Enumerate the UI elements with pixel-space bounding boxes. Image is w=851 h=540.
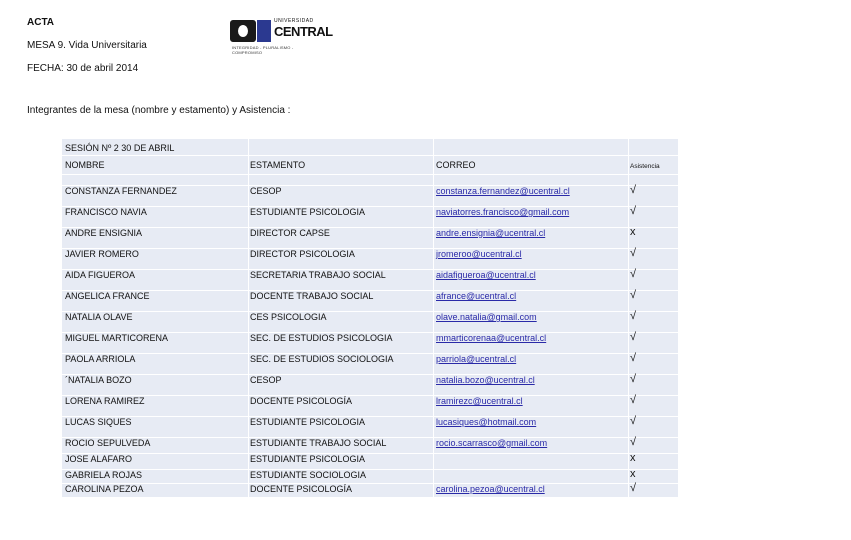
- nombre-cell: ANGELICA FRANCE: [65, 291, 150, 301]
- grid-line: [62, 453, 678, 454]
- header-nombre: NOMBRE: [65, 160, 105, 170]
- grid-line: [62, 311, 678, 312]
- attendance-table: [62, 139, 678, 497]
- email-link[interactable]: lramirezc@ucentral.cl: [436, 396, 523, 406]
- grid-line: [62, 483, 678, 484]
- email-link[interactable]: rocio.scarrasco@gmail.com: [436, 438, 548, 448]
- logo-motto: INTEGRIDAD - PLURALISMO - COMPROMISO: [232, 45, 294, 55]
- fecha-line: FECHA: 30 de abril 2014: [27, 63, 139, 74]
- grid-line: [433, 139, 434, 497]
- grid-line: [62, 206, 678, 207]
- mesa-line: MESA 9. Vida Universitaria: [27, 40, 147, 51]
- header-estamento: ESTAMENTO: [250, 160, 306, 170]
- estamento-cell: DOCENTE TRABAJO SOCIAL: [250, 291, 374, 301]
- grid-line: [62, 174, 678, 175]
- email-link[interactable]: lucasiques@hotmail.com: [436, 417, 537, 427]
- logo-square-icon: [257, 20, 271, 42]
- grid-line: [62, 374, 678, 375]
- asistencia-mark: √: [630, 184, 637, 196]
- email-link[interactable]: olave.natalia@gmail.com: [436, 312, 537, 322]
- grid-line: [628, 139, 629, 497]
- estamento-cell: CESOP: [250, 186, 282, 196]
- estamento-cell: DIRECTOR PSICOLOGIA: [250, 249, 355, 259]
- nombre-cell: FRANCISCO NAVIA: [65, 207, 147, 217]
- estamento-cell: ESTUDIANTE PSICOLOGIA: [250, 207, 366, 217]
- email-link[interactable]: constanza.fernandez@ucentral.cl: [436, 186, 570, 196]
- grid-line: [62, 248, 678, 249]
- asistencia-mark: √: [630, 205, 637, 217]
- asistencia-mark: √: [630, 247, 637, 259]
- logo-small-text: UNIVERSIDAD: [274, 18, 314, 24]
- nombre-cell: ANDRE ENSIGNIA: [65, 228, 143, 238]
- nombre-cell: PAOLA ARRIOLA: [65, 354, 136, 364]
- email-link[interactable]: jromeroo@ucentral.cl: [436, 249, 522, 259]
- estamento-cell: DOCENTE PSICOLOGÍA: [250, 396, 353, 406]
- header-asistencia: Asistencia: [630, 163, 660, 170]
- nombre-cell: ´NATALIA BOZO: [65, 375, 132, 385]
- email-link[interactable]: parriola@ucentral.cl: [436, 354, 517, 364]
- email-link[interactable]: naviatorres.francisco@gmail.com: [436, 207, 570, 217]
- nombre-cell: MIGUEL MARTICORENA: [65, 333, 169, 343]
- email-link[interactable]: andre.ensignia@ucentral.cl: [436, 228, 546, 238]
- nombre-cell: GABRIELA ROJAS: [65, 470, 143, 480]
- nombre-cell: ROCIO SEPULVEDA: [65, 438, 151, 448]
- estamento-cell: DIRECTOR CAPSE: [250, 228, 330, 238]
- estamento-cell: CESOP: [250, 375, 282, 385]
- estamento-cell: ESTUDIANTE PSICOLOGIA: [250, 454, 366, 464]
- grid-line: [62, 227, 678, 228]
- session-label: SESIÓN Nº 2 30 DE ABRIL: [65, 143, 175, 153]
- grid-line: [248, 139, 249, 497]
- asistencia-mark: √: [630, 482, 637, 494]
- grid-line: [62, 395, 678, 396]
- estamento-cell: SEC. DE ESTUDIOS SOCIOLOGIA: [250, 354, 394, 364]
- nombre-cell: LUCAS SIQUES: [65, 417, 132, 427]
- asistencia-mark: √: [630, 268, 637, 280]
- asistencia-mark: √: [630, 289, 637, 301]
- asistencia-mark: √: [630, 310, 637, 322]
- email-link[interactable]: mmarticorenaa@ucentral.cl: [436, 333, 547, 343]
- asistencia-mark: √: [630, 373, 637, 385]
- estamento-cell: CES PSICOLOGIA: [250, 312, 327, 322]
- estamento-cell: SECRETARIA TRABAJO SOCIAL: [250, 270, 386, 280]
- estamento-cell: DOCENTE PSICOLOGÍA: [250, 484, 353, 494]
- grid-line: [62, 416, 678, 417]
- email-link[interactable]: aidafigueroa@ucentral.cl: [436, 270, 536, 280]
- nombre-cell: CAROLINA PEZOA: [65, 484, 144, 494]
- integrantes-line: Integrantes de la mesa (nombre y estamento) y Asistencia :: [27, 105, 291, 116]
- grid-line: [62, 469, 678, 470]
- asistencia-mark: x: [630, 226, 636, 238]
- logo-emblem-icon: [230, 20, 256, 42]
- nombre-cell: CONSTANZA FERNANDEZ: [65, 186, 177, 196]
- estamento-cell: ESTUDIANTE PSICOLOGIA: [250, 417, 366, 427]
- header-correo: CORREO: [436, 160, 476, 170]
- university-logo: [230, 18, 333, 55]
- nombre-cell: NATALIA OLAVE: [65, 312, 133, 322]
- asistencia-mark: √: [630, 436, 637, 448]
- logo-name: CENTRAL: [274, 24, 333, 39]
- email-link[interactable]: natalia.bozo@ucentral.cl: [436, 375, 535, 385]
- asistencia-mark: √: [630, 352, 637, 364]
- asistencia-mark: √: [630, 415, 637, 427]
- document-title: ACTA: [27, 17, 55, 28]
- asistencia-mark: x: [630, 452, 636, 464]
- asistencia-mark: x: [630, 468, 636, 480]
- estamento-cell: ESTUDIANTE TRABAJO SOCIAL: [250, 438, 387, 448]
- nombre-cell: LORENA RAMIREZ: [65, 396, 145, 406]
- estamento-cell: ESTUDIANTE SOCIOLOGIA: [250, 470, 367, 480]
- asistencia-mark: √: [630, 331, 637, 343]
- grid-line: [62, 155, 678, 156]
- email-link[interactable]: carolina.pezoa@ucentral.cl: [436, 484, 545, 494]
- estamento-cell: SEC. DE ESTUDIOS PSICOLOGIA: [250, 333, 393, 343]
- nombre-cell: AIDA FIGUEROA: [65, 270, 136, 280]
- nombre-cell: JAVIER ROMERO: [65, 249, 139, 259]
- asistencia-mark: √: [630, 394, 637, 406]
- email-link[interactable]: afrance@ucentral.cl: [436, 291, 517, 301]
- nombre-cell: JOSE ALAFARO: [65, 454, 133, 464]
